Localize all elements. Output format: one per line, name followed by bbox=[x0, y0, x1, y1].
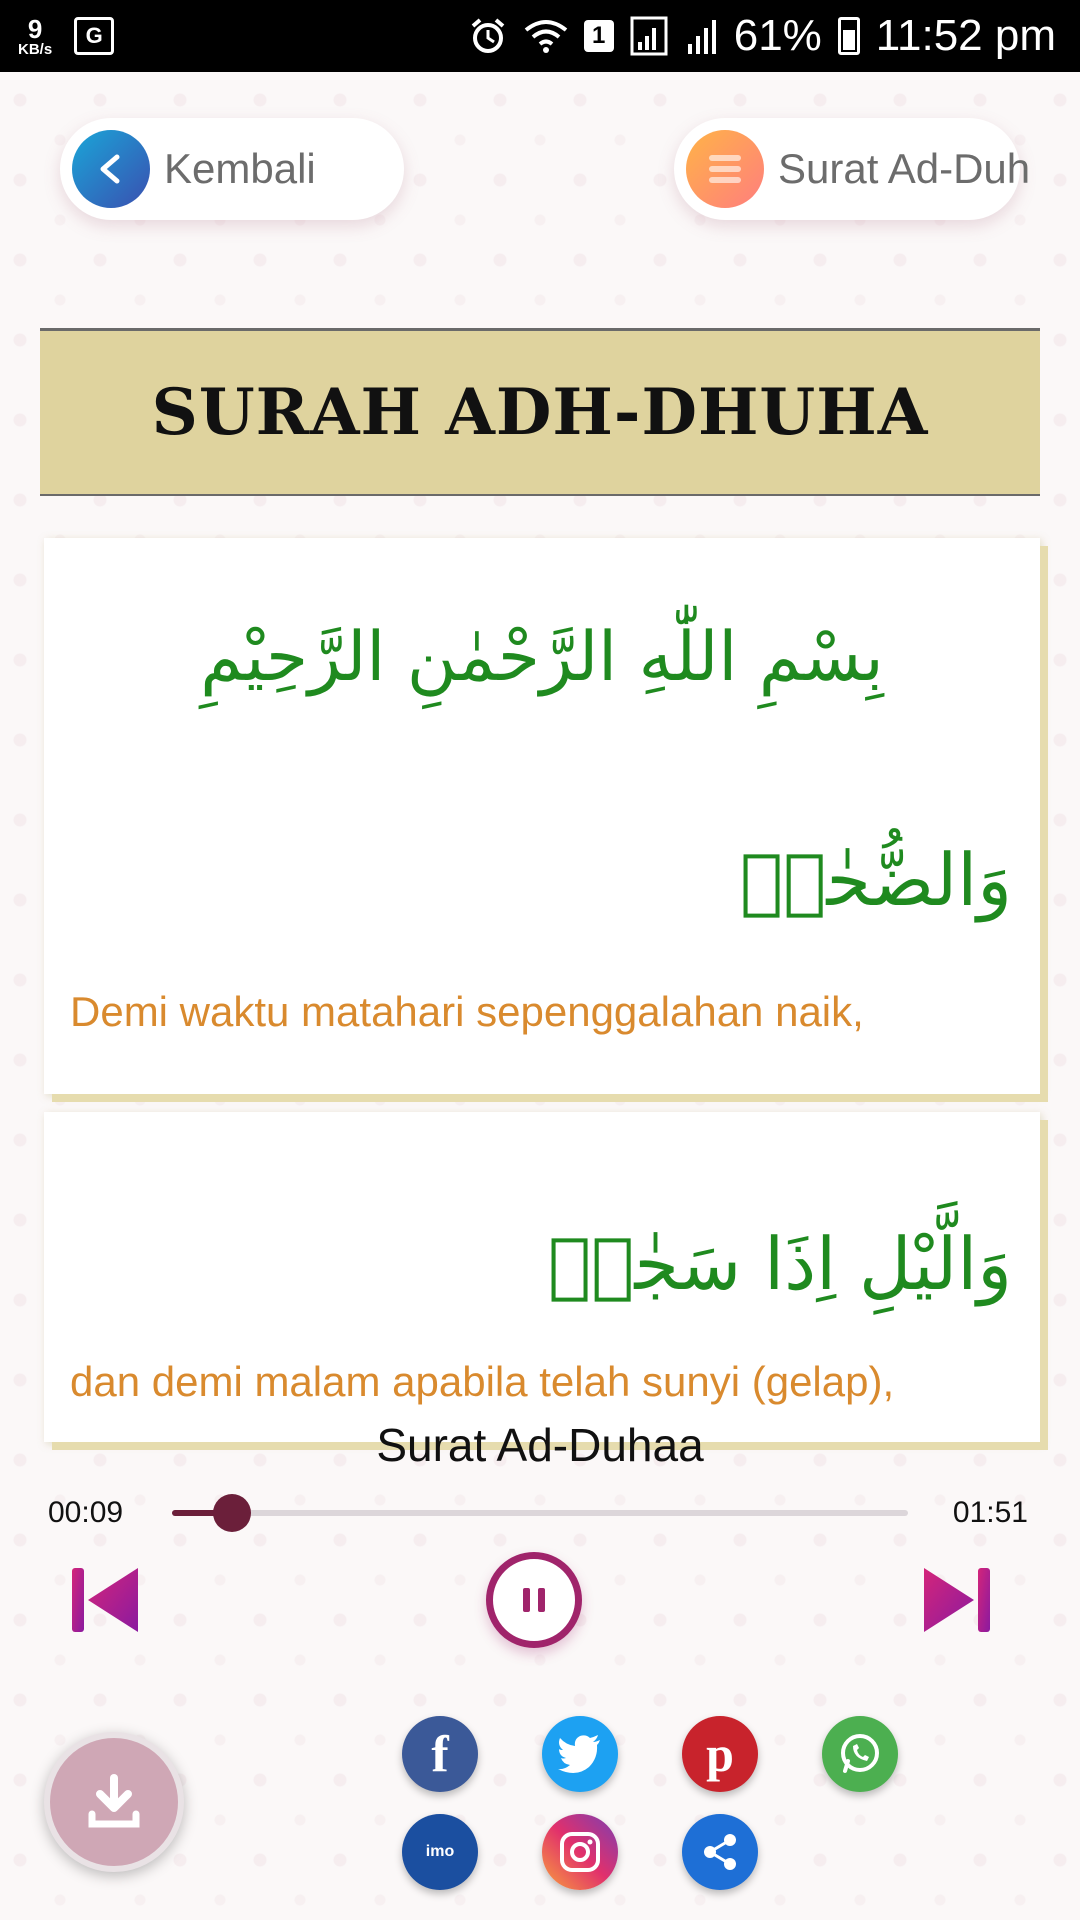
pinterest-icon: p bbox=[706, 1726, 734, 1782]
whatsapp-icon bbox=[836, 1730, 884, 1778]
whatsapp-share-button[interactable] bbox=[822, 1716, 898, 1792]
sim-slot-badge: 1 bbox=[584, 20, 614, 52]
signal-icon-secondary bbox=[686, 16, 718, 56]
network-speed bbox=[18, 13, 53, 58]
instagram-icon bbox=[557, 1829, 603, 1875]
seek-bar-handle[interactable] bbox=[213, 1494, 251, 1532]
battery-icon bbox=[838, 17, 860, 55]
verse-translation: Demi waktu matahari sepenggalahan naik, bbox=[70, 988, 864, 1035]
facebook-share-button[interactable] bbox=[402, 1716, 478, 1792]
surah-title: SURAH ADH-DHUHA bbox=[151, 375, 929, 450]
signal-icon bbox=[630, 16, 670, 56]
instagram-share-button[interactable] bbox=[542, 1814, 618, 1890]
imo-icon: imo bbox=[425, 1843, 455, 1860]
menu-icon bbox=[686, 130, 764, 208]
pause-button[interactable] bbox=[486, 1552, 582, 1648]
surah-title-banner bbox=[40, 328, 1040, 496]
alarm-icon bbox=[468, 16, 508, 56]
back-button-label: Kembali bbox=[164, 145, 316, 192]
share-icon bbox=[698, 1830, 742, 1874]
bismillah-text: بِسْمِ اللّٰهِ الرَّحْمٰنِ الرَّحِيْمِ bbox=[200, 618, 884, 697]
verse-list[interactable] bbox=[0, 530, 1080, 1405]
share-button[interactable] bbox=[682, 1814, 758, 1890]
twitter-share-button[interactable] bbox=[542, 1716, 618, 1792]
skip-next-icon bbox=[918, 1562, 994, 1638]
wifi-icon bbox=[524, 18, 568, 54]
status-bar bbox=[0, 0, 1080, 72]
download-button[interactable] bbox=[44, 1732, 184, 1872]
next-track-button[interactable] bbox=[916, 1560, 996, 1640]
translate-icon: G bbox=[74, 17, 114, 55]
facebook-icon: f bbox=[431, 1725, 449, 1783]
verse-card bbox=[44, 1112, 1040, 1442]
back-button[interactable] bbox=[60, 118, 404, 220]
battery-percent: 61% bbox=[733, 11, 822, 60]
network-speed-value: 9 bbox=[27, 13, 43, 44]
total-time: 01:51 bbox=[952, 1496, 1028, 1529]
surah-menu-label: Surat Ad-Duh bbox=[778, 145, 1031, 192]
verse-arabic: وَالَّيْلِ اِذَا سَجٰىۙ bbox=[547, 1222, 1012, 1306]
pause-icon bbox=[523, 1588, 545, 1612]
track-title: Surat Ad-Duhaa bbox=[376, 1419, 704, 1471]
download-icon bbox=[82, 1770, 146, 1834]
back-arrow-icon bbox=[72, 130, 150, 208]
verse-translation: dan demi malam apabila telah sunyi (gelap), bbox=[70, 1358, 895, 1405]
pinterest-share-button[interactable] bbox=[682, 1716, 758, 1792]
verse-card bbox=[44, 538, 1040, 1094]
current-time: 00:09 bbox=[48, 1496, 124, 1529]
skip-previous-icon bbox=[68, 1562, 144, 1638]
seek-bar[interactable] bbox=[172, 1510, 908, 1516]
verse-arabic: وَالضُّحٰىۙ bbox=[739, 838, 1012, 922]
twitter-icon bbox=[558, 1735, 602, 1773]
previous-track-button[interactable] bbox=[66, 1560, 146, 1640]
imo-share-button[interactable] bbox=[402, 1814, 478, 1890]
network-speed-unit: KB/s bbox=[18, 40, 53, 58]
surah-menu-button[interactable] bbox=[674, 118, 1031, 220]
clock: 11:52 pm bbox=[875, 11, 1056, 60]
